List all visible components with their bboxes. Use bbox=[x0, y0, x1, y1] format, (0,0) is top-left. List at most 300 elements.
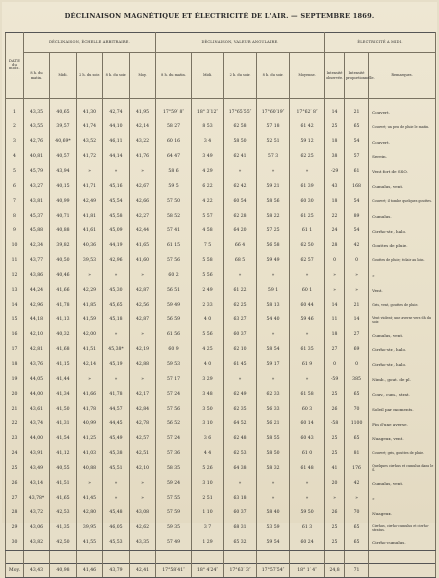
scale-value-cell: 41,31 bbox=[50, 417, 77, 432]
angular-value-cell: 5 56 bbox=[192, 328, 224, 343]
mean-row bbox=[6, 564, 436, 578]
scale-value-cell: 41,51 bbox=[77, 343, 103, 358]
scale-value-cell: 42,17 bbox=[130, 388, 156, 403]
angular-value-cell: 3 10 bbox=[192, 477, 224, 492]
scale-value-cell: » bbox=[77, 477, 103, 492]
data-table bbox=[5, 32, 436, 578]
day-cell: 19 bbox=[6, 373, 24, 388]
angular-value-cell: 57 55 bbox=[156, 491, 192, 506]
angular-value-cell: 62 58 bbox=[224, 120, 257, 135]
angular-value-cell: 59 50 bbox=[290, 506, 325, 521]
day-cell: 3 bbox=[6, 135, 24, 150]
electricity-value-cell: 65 bbox=[345, 388, 369, 403]
electricity-value-cell: 65 bbox=[345, 536, 369, 551]
remarks-cell: Couvert. bbox=[369, 135, 436, 150]
angular-value-cell: 5 57 bbox=[192, 209, 224, 224]
scale-value-cell: 45,09 bbox=[103, 224, 130, 239]
scale-value-cell: » bbox=[130, 373, 156, 388]
scale-value-cell: 42,62 bbox=[130, 521, 156, 536]
electricity-value-cell: 57 bbox=[345, 150, 369, 165]
date-header bbox=[6, 33, 24, 99]
remarks-cell: Gouttes de pluie; éclair au loin. bbox=[369, 254, 436, 269]
remarks-cell: Soleil par moments. bbox=[369, 402, 436, 417]
scale-value-cell: 42,66 bbox=[130, 195, 156, 210]
angular-value-cell: 61 15 bbox=[156, 239, 192, 254]
angular-value-cell: 62 48 bbox=[224, 432, 257, 447]
remarks-cell: Serein. bbox=[369, 150, 436, 165]
scale-value-cell: 45,88 bbox=[24, 224, 50, 239]
angular-value-cell: » bbox=[290, 269, 325, 284]
scale-value-cell: 41,71 bbox=[77, 180, 103, 195]
electricity-value-cell: 61 bbox=[345, 165, 369, 180]
scale-value-cell: 42,80 bbox=[77, 506, 103, 521]
scale-value-cell: 43,35 bbox=[130, 536, 156, 551]
angular-value-cell: 4 58 bbox=[192, 224, 224, 239]
scale-value-cell: 41,30 bbox=[77, 106, 103, 121]
remarks-cell: Nuageux. bbox=[369, 506, 436, 521]
scale-value-cell: 41,66 bbox=[50, 284, 77, 299]
scale-value-cell: 40,55 bbox=[50, 462, 77, 477]
scale-value-cell: 41,78 bbox=[103, 388, 130, 403]
group-header-angular: DÉCLINAISON, VALEUR ANGULAIRE. bbox=[156, 33, 325, 53]
scale-value-cell: » bbox=[130, 165, 156, 180]
angular-value-cell: 56 59 bbox=[156, 313, 192, 328]
scale-value-cell: 40,88 bbox=[50, 224, 77, 239]
angular-value-cell: 64 47 bbox=[156, 150, 192, 165]
electricity-value-cell: 0 bbox=[345, 358, 369, 373]
scale-value-cell: 43,76 bbox=[24, 358, 50, 373]
scale-value-cell: 41,12 bbox=[50, 447, 77, 462]
angular-value-cell: » bbox=[224, 477, 257, 492]
table-row bbox=[6, 462, 436, 477]
electricity-value-cell: 14 bbox=[325, 106, 345, 121]
day-cell: 12 bbox=[6, 269, 24, 284]
table-row bbox=[6, 521, 436, 536]
angular-value-cell: 7 5 bbox=[192, 239, 224, 254]
scale-value-cell: 41,54 bbox=[50, 432, 77, 447]
angular-value-cell: 62 10 bbox=[224, 343, 257, 358]
scale-value-cell: 41,34 bbox=[50, 388, 77, 403]
angular-value-cell: » bbox=[290, 373, 325, 388]
remarks-cell: Cumulus, vent. bbox=[369, 328, 436, 343]
group-header-electricity: ÉLECTRICITÉ A MIDI. bbox=[325, 33, 436, 53]
angular-value-cell: 61 3 bbox=[290, 521, 325, 536]
scale-value-cell: » bbox=[130, 491, 156, 506]
mean-electricity-cell: 24,8 bbox=[325, 564, 345, 578]
scale-value-cell: 41,95 bbox=[130, 106, 156, 121]
scale-value-cell: 45,54 bbox=[103, 195, 130, 210]
scale-value-cell: 44,10 bbox=[103, 120, 130, 135]
date-header-line: mois. bbox=[9, 66, 20, 71]
scale-value-cell: 41,60 bbox=[130, 254, 156, 269]
scale-value-cell: 41,81 bbox=[77, 209, 103, 224]
scale-value-cell: 41,66 bbox=[77, 388, 103, 403]
angular-value-cell: 61 58 bbox=[290, 388, 325, 403]
scale-value-cell: 45,65 bbox=[103, 298, 130, 313]
scale-value-cell: 42,34 bbox=[24, 239, 50, 254]
angular-value-cell: 57 24 bbox=[156, 432, 192, 447]
electricity-value-cell: 26 bbox=[325, 506, 345, 521]
scale-value-cell: 42,76 bbox=[24, 135, 50, 150]
angular-value-cell: 57 18 bbox=[257, 120, 290, 135]
scale-value-cell: 40,81 bbox=[24, 150, 50, 165]
angular-value-cell: 3 48 bbox=[192, 388, 224, 403]
scale-value-cell: 43,72 bbox=[24, 506, 50, 521]
electricity-value-cell: 0 bbox=[345, 254, 369, 269]
angular-value-cell: 60 37 bbox=[224, 328, 257, 343]
table-row bbox=[6, 165, 436, 180]
scale-value-cell: 41,44 bbox=[50, 373, 77, 388]
angular-value-cell: 57 59 bbox=[156, 506, 192, 521]
scale-value-cell: 43,82 bbox=[24, 536, 50, 551]
angular-value-cell: 58 27 bbox=[156, 120, 192, 135]
angular-value-cell: 59 54 bbox=[257, 536, 290, 551]
angular-value-cell: 59 49 bbox=[257, 254, 290, 269]
electricity-value-cell: 27 bbox=[325, 343, 345, 358]
scale-value-cell: 45,38 bbox=[103, 447, 130, 462]
angular-value-cell: 60 54 bbox=[224, 195, 257, 210]
electricity-value-cell: -59 bbox=[325, 373, 345, 388]
scale-value-cell: 42,51 bbox=[130, 447, 156, 462]
table-row bbox=[6, 284, 436, 299]
scale-value-cell: 44,00 bbox=[24, 388, 50, 403]
scale-value-cell: » bbox=[103, 373, 130, 388]
angular-value-cell: 61 9 bbox=[290, 358, 325, 373]
angular-value-cell: » bbox=[257, 491, 290, 506]
remarks-cell: Couvert; un peu de pluie le matin. bbox=[369, 120, 436, 135]
day-cell: 18 bbox=[6, 358, 24, 373]
scale-value-cell: 39,82 bbox=[50, 239, 77, 254]
angular-value-cell: 61 48 bbox=[290, 462, 325, 477]
angular-col-header: 2 h. du soir. bbox=[224, 53, 257, 99]
day-cell: 23 bbox=[6, 432, 24, 447]
scale-col-header: Moy. bbox=[130, 53, 156, 99]
remarks-cell: Couvert; gris, gouttes de pluie. bbox=[369, 447, 436, 462]
electricity-value-cell: 70 bbox=[345, 402, 369, 417]
scale-value-cell: 40,32 bbox=[50, 328, 77, 343]
angular-value-cell: 59 1 bbox=[257, 284, 290, 299]
scale-value-cell: 42,10 bbox=[130, 462, 156, 477]
angular-value-cell: 60 3 bbox=[290, 402, 325, 417]
angular-value-cell: 57 36 bbox=[156, 447, 192, 462]
electricity-value-cell: 24 bbox=[325, 224, 345, 239]
date-header-line: DATE bbox=[8, 59, 21, 64]
remarks-cell: Fin d'une averse. bbox=[369, 417, 436, 432]
remarks-cell: Cirrho-cumulus. bbox=[369, 536, 436, 551]
electricity-value-cell: » bbox=[325, 491, 345, 506]
angular-value-cell: 5 56 bbox=[192, 269, 224, 284]
mean-angular-cell: 17°58′41″ bbox=[156, 564, 192, 578]
angular-value-cell: 59 46 bbox=[290, 313, 325, 328]
angular-value-cell: 62 53 bbox=[224, 447, 257, 462]
scale-value-cell: » bbox=[103, 491, 130, 506]
scale-value-cell: 43,27 bbox=[24, 180, 50, 195]
day-cell: 5 bbox=[6, 165, 24, 180]
angular-value-cell: 62 41 bbox=[224, 150, 257, 165]
angular-value-cell: 58 54 bbox=[257, 343, 290, 358]
electricity-value-cell: 54 bbox=[345, 135, 369, 150]
angular-value-cell: 59 21 bbox=[257, 180, 290, 195]
electricity-value-cell: 28 bbox=[325, 239, 345, 254]
angular-value-cell: 60 43 bbox=[290, 432, 325, 447]
angular-value-cell: 57 56 bbox=[156, 254, 192, 269]
angular-value-cell: 2 33 bbox=[192, 298, 224, 313]
angular-value-cell: 62 25 bbox=[224, 298, 257, 313]
scale-value-cell: 40,50 bbox=[50, 254, 77, 269]
angular-value-cell: 61 1 bbox=[290, 224, 325, 239]
electricity-value-cell: 385 bbox=[345, 373, 369, 388]
scale-value-cell: 43,74 bbox=[24, 417, 50, 432]
electricity-value-cell: 41 bbox=[325, 462, 345, 477]
scale-value-cell: 42,53 bbox=[50, 506, 77, 521]
scale-value-cell: 39,57 bbox=[50, 120, 77, 135]
angular-value-cell: » bbox=[290, 477, 325, 492]
scale-value-cell: 42,57 bbox=[130, 432, 156, 447]
scale-value-cell: 43,49 bbox=[24, 462, 50, 477]
electricity-value-cell: 18 bbox=[325, 195, 345, 210]
scale-value-cell: 42,96 bbox=[103, 254, 130, 269]
day-cell: 11 bbox=[6, 254, 24, 269]
scale-value-cell: 41,03 bbox=[77, 447, 103, 462]
scale-value-cell: 45,51 bbox=[103, 462, 130, 477]
scale-value-cell: 41,78 bbox=[50, 298, 77, 313]
angular-value-cell: 58 50 bbox=[224, 135, 257, 150]
angular-value-cell: 66 4 bbox=[224, 239, 257, 254]
table-row bbox=[6, 358, 436, 373]
scale-value-cell: 40,65 bbox=[50, 106, 77, 121]
electricity-value-cell: 18 bbox=[325, 135, 345, 150]
angular-value-cell: 61 42 bbox=[290, 120, 325, 135]
day-cell: 9 bbox=[6, 224, 24, 239]
remarks-cell: Cirrho-str., halo. bbox=[369, 358, 436, 373]
mean-scale-cell: 40,98 bbox=[50, 564, 77, 578]
angular-value-cell: 3 29 bbox=[192, 373, 224, 388]
electricity-value-cell: 14 bbox=[345, 313, 369, 328]
day-cell: 20 bbox=[6, 388, 24, 403]
angular-value-cell: 64 52 bbox=[224, 417, 257, 432]
angular-value-cell: 60 9 bbox=[156, 343, 192, 358]
scale-value-cell: 42,96 bbox=[24, 298, 50, 313]
angular-value-cell: 60 2 bbox=[156, 269, 192, 284]
scale-value-cell: 44,14 bbox=[103, 150, 130, 165]
angular-value-cell: 6 22 bbox=[192, 180, 224, 195]
electricity-value-cell: 20 bbox=[325, 477, 345, 492]
angular-value-cell: 57 3 bbox=[257, 150, 290, 165]
scale-value-cell: 41,15 bbox=[50, 358, 77, 373]
angular-value-cell: 59 53 bbox=[156, 358, 192, 373]
scale-value-cell: 39,53 bbox=[77, 254, 103, 269]
elec-col-header: Intensité proportionnelle. bbox=[345, 53, 369, 99]
angular-value-cell: 5 58 bbox=[192, 254, 224, 269]
angular-value-cell: 58 40 bbox=[257, 506, 290, 521]
angular-value-cell: » bbox=[290, 165, 325, 180]
remarks-cell: Vent fort de SSO. bbox=[369, 165, 436, 180]
angular-value-cell: 57 49 bbox=[156, 536, 192, 551]
angular-value-cell: 58 56 bbox=[257, 195, 290, 210]
day-cell: 28 bbox=[6, 506, 24, 521]
remarks-cell: Couv., cum., strat. bbox=[369, 388, 436, 403]
electricity-value-cell: 25 bbox=[325, 447, 345, 462]
scale-value-cell: 42,88 bbox=[130, 358, 156, 373]
electricity-value-cell: 25 bbox=[325, 120, 345, 135]
scale-value-cell: 39,95 bbox=[77, 521, 103, 536]
angular-value-cell: 56 52 bbox=[156, 417, 192, 432]
angular-value-cell: » bbox=[290, 491, 325, 506]
angular-value-cell: » bbox=[290, 328, 325, 343]
scale-value-cell: 43,08 bbox=[130, 506, 156, 521]
mean-scale-cell: 41,46 bbox=[77, 564, 103, 578]
elec-col-header: Remarques. bbox=[369, 53, 436, 99]
angular-value-cell: 63 18 bbox=[224, 491, 257, 506]
angular-value-cell: 17°65′55″ bbox=[224, 106, 257, 121]
remarks-cell: Nuageux, vent. bbox=[369, 432, 436, 447]
electricity-value-cell: 43 bbox=[325, 180, 345, 195]
scale-value-cell: 45,79 bbox=[24, 165, 50, 180]
day-cell: 26 bbox=[6, 477, 24, 492]
day-cell: 10 bbox=[6, 239, 24, 254]
angular-value-cell: 59 24 bbox=[156, 477, 192, 492]
electricity-value-cell: 25 bbox=[325, 432, 345, 447]
angular-value-cell: 62 50 bbox=[290, 239, 325, 254]
scale-value-cell: 43,06 bbox=[24, 521, 50, 536]
electricity-value-cell: » bbox=[345, 284, 369, 299]
scale-value-cell: 44,19 bbox=[103, 239, 130, 254]
mean-electricity-cell: 71 bbox=[345, 564, 369, 578]
angular-col-header: Moyenne. bbox=[290, 53, 325, 99]
scale-value-cell: » bbox=[130, 477, 156, 492]
electricity-value-cell: 176 bbox=[345, 462, 369, 477]
table-row bbox=[6, 106, 436, 121]
document-page bbox=[2, 2, 437, 573]
angular-value-cell: » bbox=[224, 269, 257, 284]
day-cell: 2 bbox=[6, 120, 24, 135]
day-cell: 22 bbox=[6, 417, 24, 432]
elec-col-header: Intensité observée. bbox=[325, 53, 345, 99]
electricity-value-cell: 21 bbox=[345, 106, 369, 121]
table-row bbox=[6, 447, 436, 462]
scale-value-cell: 44,05 bbox=[24, 373, 50, 388]
remarks-cell: Quelques cirrhus et cumulus dans le S. bbox=[369, 462, 436, 477]
angular-value-cell: 4 4 bbox=[192, 447, 224, 462]
scale-value-cell: 42,19 bbox=[130, 343, 156, 358]
angular-value-cell: 59 5 bbox=[156, 180, 192, 195]
scale-value-cell: 43,86 bbox=[24, 269, 50, 284]
angular-value-cell: 56 33 bbox=[257, 402, 290, 417]
scale-value-cell: 42,67 bbox=[130, 180, 156, 195]
angular-value-cell: 61 56 bbox=[156, 328, 192, 343]
table-row bbox=[6, 313, 436, 328]
scale-value-cell: » bbox=[130, 328, 156, 343]
day-cell: 30 bbox=[6, 536, 24, 551]
angular-value-cell: 17°59′ 8″ bbox=[156, 106, 192, 121]
scale-value-cell: 41,59 bbox=[77, 313, 103, 328]
angular-value-cell: 60 30 bbox=[290, 195, 325, 210]
scale-value-cell: 45,48 bbox=[103, 506, 130, 521]
remarks-cell: » bbox=[369, 491, 436, 506]
scale-value-cell: » bbox=[103, 477, 130, 492]
scale-value-cell: 46,11 bbox=[103, 135, 130, 150]
angular-value-cell: 3 50 bbox=[192, 402, 224, 417]
electricity-value-cell: 65 bbox=[345, 521, 369, 536]
day-cell: 1 bbox=[6, 106, 24, 121]
scale-value-cell: 41,78 bbox=[77, 402, 103, 417]
scale-col-header: 8 h. du soir. bbox=[103, 53, 130, 99]
table-row bbox=[6, 373, 436, 388]
scale-value-cell: 45,16 bbox=[103, 180, 130, 195]
scale-value-cell: 42,27 bbox=[130, 209, 156, 224]
table-row bbox=[6, 432, 436, 447]
scale-value-cell: 42,10 bbox=[24, 328, 50, 343]
scale-value-cell: 41,55 bbox=[77, 536, 103, 551]
scale-value-cell: 43,14 bbox=[24, 477, 50, 492]
scale-value-cell: » bbox=[77, 373, 103, 388]
angular-value-cell: 17°62′ 8″ bbox=[290, 106, 325, 121]
scale-value-cell: 44,57 bbox=[103, 402, 130, 417]
remarks-cell: Vent. bbox=[369, 284, 436, 299]
scale-value-cell: 41,13 bbox=[50, 313, 77, 328]
table-row bbox=[6, 402, 436, 417]
angular-value-cell: 61 25 bbox=[290, 209, 325, 224]
group-header-scale: DÉCLINAISON, ÉCHELLE ARBITRAIRE. bbox=[24, 33, 156, 53]
scale-value-cell: 42,56 bbox=[130, 298, 156, 313]
scale-value-cell: 43,91 bbox=[24, 447, 50, 462]
scale-value-cell: 45,53 bbox=[103, 536, 130, 551]
electricity-value-cell: -58 bbox=[325, 417, 345, 432]
table-row bbox=[6, 536, 436, 551]
angular-value-cell: 3 49 bbox=[192, 150, 224, 165]
scale-value-cell: 40,46 bbox=[50, 269, 77, 284]
scale-value-cell: 45,58 bbox=[103, 209, 130, 224]
scale-value-cell: 45,18 bbox=[103, 313, 130, 328]
electricity-value-cell: 1100 bbox=[345, 417, 369, 432]
table-row bbox=[6, 388, 436, 403]
electricity-value-cell: 54 bbox=[345, 224, 369, 239]
angular-value-cell: » bbox=[224, 373, 257, 388]
angular-value-cell: 60 24 bbox=[290, 536, 325, 551]
mean-angular-cell: 18° 4′24″ bbox=[192, 564, 224, 578]
angular-col-header: 8 h. du soir. bbox=[257, 53, 290, 99]
angular-value-cell: 4 29 bbox=[192, 165, 224, 180]
scale-value-cell: 41,65 bbox=[130, 239, 156, 254]
electricity-value-cell: 21 bbox=[345, 298, 369, 313]
scale-value-cell: 41,65 bbox=[50, 491, 77, 506]
angular-value-cell: 59 35 bbox=[156, 521, 192, 536]
angular-value-cell: 65 32 bbox=[224, 536, 257, 551]
day-cell: 6 bbox=[6, 180, 24, 195]
scale-value-cell: 45,49 bbox=[103, 432, 130, 447]
angular-value-cell: 57 24 bbox=[156, 388, 192, 403]
scale-value-cell: 42,78 bbox=[130, 417, 156, 432]
angular-value-cell: 54 40 bbox=[257, 313, 290, 328]
angular-value-cell: » bbox=[257, 373, 290, 388]
remarks-cell: Cirrhus, cirrho-cumulus et cirrho-stratus. bbox=[369, 521, 436, 536]
electricity-value-cell: 81 bbox=[345, 447, 369, 462]
angular-value-cell: 62 57 bbox=[290, 254, 325, 269]
angular-value-cell: 52 51 bbox=[257, 135, 290, 150]
day-cell: 25 bbox=[6, 462, 24, 477]
mean-label: Moy. bbox=[6, 564, 24, 578]
scale-value-cell: 41,85 bbox=[77, 298, 103, 313]
scale-value-cell: » bbox=[77, 269, 103, 284]
table-row bbox=[6, 239, 436, 254]
scale-value-cell: 42,81 bbox=[24, 343, 50, 358]
scale-value-cell: 45,37 bbox=[24, 209, 50, 224]
angular-value-cell: 61 0 bbox=[290, 447, 325, 462]
scale-value-cell: 43,61 bbox=[24, 402, 50, 417]
scale-col-header: 2 h. du soir. bbox=[77, 53, 103, 99]
angular-value-cell: 4 0 bbox=[192, 313, 224, 328]
angular-col-header: 8 h. du matin. bbox=[156, 53, 192, 99]
